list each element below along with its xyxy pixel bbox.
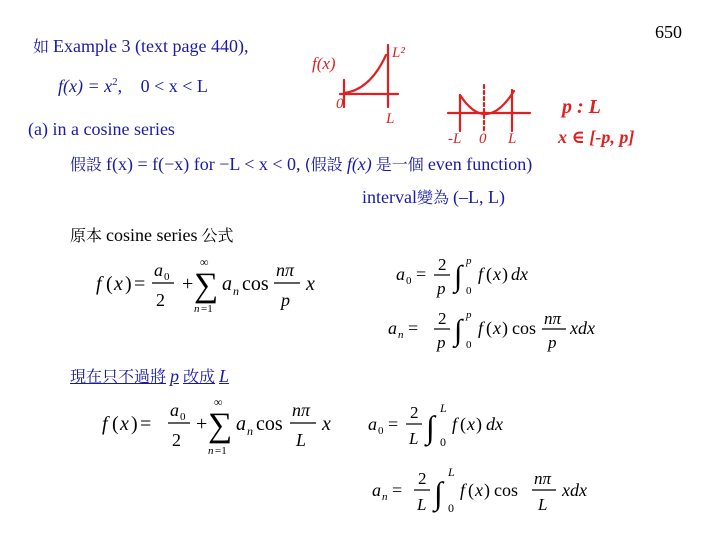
part-a-heading: (a) in a cosine series — [28, 119, 175, 139]
svg-text:2: 2 — [172, 430, 181, 450]
an-formula-p — [384, 306, 624, 356]
a0-formula-L — [364, 400, 534, 452]
svg-text:dx: dx — [511, 264, 528, 284]
svg-text:n: n — [208, 445, 214, 457]
hw-fx: f(x) — [312, 54, 336, 73]
svg-text:x: x — [475, 480, 483, 500]
svg-text:n: n — [233, 284, 239, 298]
svg-text:dx: dx — [486, 414, 503, 434]
svg-text:): ) — [484, 480, 490, 500]
svg-text:0: 0 — [180, 411, 186, 423]
svg-text:L: L — [296, 430, 307, 450]
svg-text:f: f — [478, 318, 484, 338]
svg-text:a: a — [222, 273, 232, 295]
svg-text:a: a — [154, 260, 163, 280]
svg-text:(: ( — [112, 413, 119, 435]
svg-text:2: 2 — [438, 309, 447, 328]
hw-pl: p : L — [562, 96, 601, 118]
svg-text:p: p — [437, 279, 446, 298]
svg-text:p: p — [548, 333, 557, 352]
svg-text:cos: cos — [242, 273, 269, 295]
hw-zero: 0 — [336, 96, 344, 112]
svg-text:+: + — [196, 413, 208, 435]
note-fx: f(x) — [346, 154, 372, 174]
svg-text:∞: ∞ — [214, 396, 223, 409]
svg-text:0: 0 — [466, 285, 472, 297]
svg-text:2: 2 — [438, 255, 447, 274]
svg-text:2: 2 — [410, 403, 419, 422]
svg-text:=: = — [416, 264, 427, 284]
svg-text:): ) — [476, 414, 482, 434]
cosine-series-formula-L — [98, 396, 348, 462]
svg-text:n: n — [194, 303, 200, 315]
even-extension-note — [70, 152, 532, 175]
svg-text:x: x — [114, 273, 123, 295]
svg-text:0: 0 — [440, 435, 446, 449]
note-cjk-1: 假設 — [70, 155, 103, 174]
example-heading — [33, 34, 248, 57]
svg-text:): ) — [502, 318, 508, 338]
svg-text:f: f — [102, 413, 108, 435]
svg-text:x: x — [322, 413, 331, 435]
hw-negL: -L — [448, 131, 462, 147]
svg-text:f: f — [460, 480, 466, 500]
svg-text:x: x — [493, 318, 501, 338]
svg-text:(: ( — [486, 318, 492, 338]
svg-text:∑: ∑ — [194, 267, 219, 304]
svg-text:x: x — [120, 413, 129, 435]
svg-text:=: = — [388, 414, 399, 434]
svg-text:p: p — [466, 255, 472, 267]
svg-text:(: ( — [486, 264, 492, 284]
svg-text:n: n — [398, 329, 404, 341]
svg-text:a: a — [368, 414, 377, 434]
svg-text:nπ: nπ — [292, 400, 311, 420]
orig-cjk-1: 原本 — [70, 226, 103, 245]
svg-text:0: 0 — [378, 425, 384, 437]
svg-text:L: L — [417, 495, 427, 514]
svg-text:2: 2 — [418, 469, 427, 488]
svg-text:0: 0 — [466, 339, 472, 351]
svg-text:a: a — [170, 400, 179, 420]
svg-text:f: f — [452, 414, 458, 434]
svg-text:x: x — [493, 264, 501, 284]
interval-word: interval — [362, 187, 417, 207]
handwritten-sketch — [300, 35, 680, 150]
interval-note — [362, 185, 505, 208]
original-formula-label — [70, 223, 234, 246]
svg-text:a: a — [396, 264, 405, 284]
svg-text:0: 0 — [164, 271, 170, 283]
svg-text:∫: ∫ — [426, 409, 435, 445]
svg-text:p: p — [466, 309, 472, 321]
svg-text:(: ( — [460, 414, 466, 434]
svg-text:L: L — [448, 465, 455, 479]
page-number: 650 — [655, 22, 682, 42]
svg-text:(: ( — [106, 273, 113, 295]
svg-text:): ) — [131, 413, 138, 435]
interval-range: (–L, L) — [453, 187, 505, 207]
function-definition — [58, 76, 208, 97]
svg-text:∫: ∫ — [434, 475, 443, 511]
svg-text:∫: ∫ — [454, 314, 463, 347]
note-condition: f(x) = f(−x) for −L < x < 0, — [106, 154, 301, 174]
svg-text:2: 2 — [156, 290, 165, 310]
svg-text:f: f — [478, 264, 484, 284]
heading-text: Example 3 (text page 440), — [53, 36, 249, 56]
hw-l2: L² — [392, 45, 405, 61]
svg-text:∑: ∑ — [208, 407, 233, 444]
svg-text:): ) — [502, 264, 508, 284]
svg-text:a: a — [388, 318, 397, 338]
svg-text:x: x — [306, 273, 315, 295]
cosine-series-formula-p — [92, 250, 342, 316]
hw-zero2: 0 — [479, 131, 487, 147]
fx-exponent: 2 — [112, 76, 118, 88]
svg-text:nπ: nπ — [544, 309, 562, 328]
replace-cjk-2: 改成 — [183, 367, 216, 386]
svg-text:L: L — [538, 495, 548, 514]
svg-text:0: 0 — [406, 275, 412, 287]
svg-text:xdx: xdx — [570, 318, 595, 338]
svg-text:a: a — [236, 413, 246, 435]
svg-text:n: n — [382, 491, 388, 503]
interval-cjk: 變為 — [416, 188, 449, 207]
hw-xin: x ∈ [-p, p] — [558, 127, 635, 147]
svg-text:=: = — [408, 318, 419, 338]
svg-text:): ) — [125, 273, 132, 295]
fx-comma: , — [117, 76, 123, 96]
svg-text:n: n — [247, 424, 253, 438]
replace-p-label — [70, 364, 229, 387]
svg-text:L: L — [440, 401, 447, 415]
svg-text:∞: ∞ — [200, 255, 209, 269]
orig-cjk-2: 公式 — [201, 226, 234, 245]
svg-text:∫: ∫ — [454, 260, 463, 293]
orig-text: cosine series — [106, 225, 198, 245]
svg-text:=1: =1 — [201, 303, 213, 315]
note-cjk-3: 是一個 — [375, 155, 424, 174]
replace-p: p — [170, 366, 180, 386]
svg-text:nπ: nπ — [276, 260, 295, 280]
domain-range: 0 < x < L — [140, 76, 208, 96]
note-even: even function) — [427, 154, 533, 174]
svg-text:cos: cos — [494, 480, 518, 500]
svg-text:=: = — [392, 480, 403, 500]
replace-cjk-1: 現在只不過將 — [70, 367, 167, 386]
svg-text:p: p — [281, 290, 290, 310]
svg-text:=: = — [134, 273, 146, 295]
svg-text:(: ( — [468, 480, 474, 500]
an-formula-L — [368, 464, 608, 520]
note-cjk-2: (假設 — [304, 155, 343, 174]
svg-text:=: = — [140, 413, 152, 435]
sketch1-curve — [344, 55, 386, 93]
hw-L: L — [386, 111, 395, 127]
svg-text:0: 0 — [448, 501, 454, 515]
svg-text:x: x — [467, 414, 475, 434]
svg-text:+: + — [182, 273, 194, 295]
svg-text:cos: cos — [256, 413, 283, 435]
hw-L2: L — [508, 131, 517, 147]
fx-label: f(x) = x — [58, 76, 113, 96]
svg-text:xdx: xdx — [562, 480, 587, 500]
svg-text:nπ: nπ — [534, 469, 552, 488]
a0-formula-p — [392, 252, 552, 302]
svg-text:=1: =1 — [215, 445, 227, 457]
heading-cjk: 如 — [33, 37, 50, 56]
svg-text:f: f — [96, 273, 102, 295]
svg-text:a: a — [372, 480, 381, 500]
replace-L: L — [219, 366, 230, 386]
svg-text:cos: cos — [512, 318, 536, 338]
svg-text:p: p — [437, 333, 446, 352]
sketch2-curve — [460, 91, 514, 114]
svg-text:L: L — [409, 429, 419, 448]
